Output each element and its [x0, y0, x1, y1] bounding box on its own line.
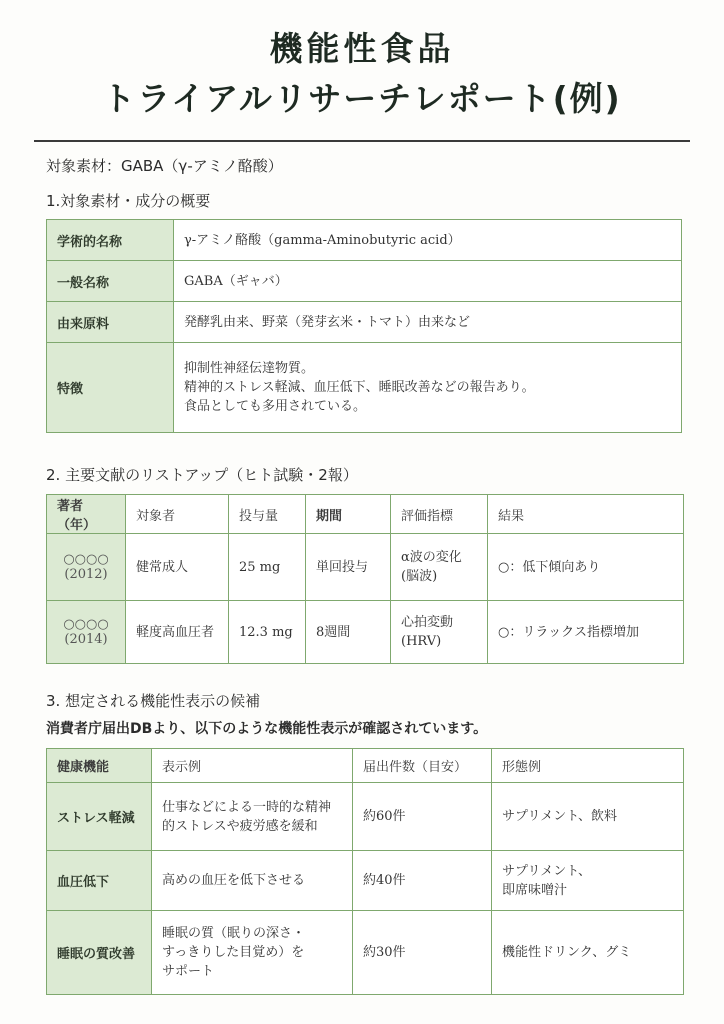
function-cell: 睡眠の質改善 [47, 911, 152, 995]
col-header: 期間 [306, 495, 391, 534]
metric-cell: 心拍変動 (HRV) [391, 601, 488, 664]
subject-cell: 軽度高血圧者 [126, 601, 229, 664]
form-cell: 機能性ドリンク、グミ [492, 911, 684, 995]
subject-line: 対象素材：GABA（γ-アミノ酪酸） [46, 157, 283, 175]
table-header-row [47, 749, 684, 783]
dose-cell: 25 mg [229, 534, 306, 601]
period-cell: 単回投与 [306, 534, 391, 601]
col-header: 評価指標 [391, 495, 488, 534]
table-row [47, 851, 684, 911]
example-cell: 睡眠の質（眠りの深さ・ すっきりした目覚め）を サポート [152, 911, 353, 995]
row-value: 抑制性神経伝達物質。 精神的ストレス軽減、血圧低下、睡眠改善などの報告あり。 食品としても多用されている。 [174, 343, 682, 433]
author-cell: ○○○○ (2012) [47, 534, 126, 601]
title-line-2: トライアルリサーチレポート(例) [102, 79, 622, 118]
count-cell: 約40件 [353, 851, 492, 911]
row-value: 発酵乳由来、野菜（発芽玄米・トマト）由来など [174, 302, 682, 343]
function-cell: ストレス軽減 [47, 783, 152, 851]
claims-table [46, 748, 684, 995]
col-header: 健康機能 [47, 749, 152, 783]
literature-table [46, 494, 684, 664]
subject-cell: 健常成人 [126, 534, 229, 601]
table-row [47, 343, 682, 433]
overview-table [46, 219, 682, 433]
table-row [47, 911, 684, 995]
section2-heading: 2. 主要文献のリストアップ（ヒト試験・2報） [46, 466, 358, 484]
row-label: 特徴 [47, 343, 174, 433]
row-label: 学術的名称 [47, 220, 174, 261]
result-cell: ○：リラックス指標増加 [488, 601, 684, 664]
count-cell: 約30件 [353, 911, 492, 995]
result-cell: ○：低下傾向あり [488, 534, 684, 601]
col-header: 著者（年） [47, 495, 126, 534]
period-cell: 8週間 [306, 601, 391, 664]
table-row [47, 601, 684, 664]
title-divider [34, 140, 690, 142]
col-header: 投与量 [229, 495, 306, 534]
table-row [47, 534, 684, 601]
table-row [47, 220, 682, 261]
row-value: GABA（ギャバ） [174, 261, 682, 302]
col-header: 形態例 [492, 749, 684, 783]
section1-heading: 1.対象素材・成分の概要 [46, 192, 211, 210]
example-cell: 高めの血圧を低下させる [152, 851, 353, 911]
example-cell: 仕事などによる一時的な精神 的ストレスや疲労感を緩和 [152, 783, 353, 851]
count-cell: 約60件 [353, 783, 492, 851]
col-header: 結果 [488, 495, 684, 534]
form-cell: サプリメント、飲料 [492, 783, 684, 851]
form-cell: サプリメント、 即席味噌汁 [492, 851, 684, 911]
function-cell: 血圧低下 [47, 851, 152, 911]
col-header: 対象者 [126, 495, 229, 534]
section3-intro: 消費者庁届出DBより、以下のような機能性表示が確認されています。 [46, 721, 488, 737]
table-row [47, 302, 682, 343]
title-line-1: 機能性食品 [269, 29, 455, 68]
row-label: 由来原料 [47, 302, 174, 343]
col-header: 届出件数（目安） [353, 749, 492, 783]
table-row [47, 783, 684, 851]
table-header-row [47, 495, 684, 534]
col-header: 表示例 [152, 749, 353, 783]
row-value: γ-アミノ酪酸（gamma-Aminobutyric acid） [174, 220, 682, 261]
author-cell: ○○○○ (2014) [47, 601, 126, 664]
dose-cell: 12.3 mg [229, 601, 306, 664]
row-label: 一般名称 [47, 261, 174, 302]
table-row [47, 261, 682, 302]
metric-cell: α波の変化 (脳波) [391, 534, 488, 601]
section3-heading: 3. 想定される機能性表示の候補 [46, 692, 261, 710]
report-title [0, 26, 724, 122]
